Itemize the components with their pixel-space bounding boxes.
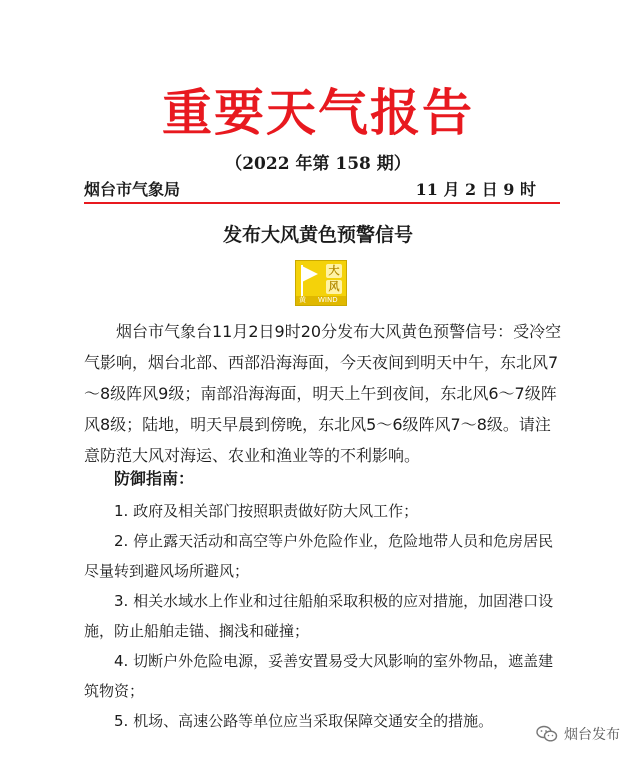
guidance-list <box>84 496 562 736</box>
guidance-item-2: 2. 停止露天活动和高空等户外危险作业，危险地带人员和危房居民尽量转到避风场所避风； <box>84 532 554 580</box>
issue-number: （2022 年第 158 期） <box>225 154 411 174</box>
issue-date: 11 月 2 日 9 时 <box>415 180 536 199</box>
wind-yellow-signal-icon <box>295 260 347 306</box>
guidance-item-4: 4. 切断户外危险电源，妥善安置易受大风影响的室外物品，遮盖建筑物资； <box>84 652 554 700</box>
warning-paragraph: 烟台市气象台11月2日9时20分发布大风黄色预警信号：受冷空气影响，烟台北部、西部沿海海面，今天夜间到明天中午，东北风7～8级阵风9级；南部沿海海面，明天上午到夜间，东北风6～7级阵风8级；陆地，明天早晨到傍晚，东北风5～6级阵风7～8级。请注意防范大风对海运、农业和渔业等的不利影响。 <box>84 322 562 465</box>
signal-glyph-top: 大 <box>326 264 342 278</box>
issuer-name: 烟台市气象局 <box>84 180 181 199</box>
signal-glyph-bottom: 风 <box>326 280 342 294</box>
watermark-text: 烟台发布 <box>564 727 620 743</box>
guidance-item-1: 1. 政府及相关部门按照职责做好防大风工作； <box>114 502 419 520</box>
signal-strip-right: WIND <box>318 296 338 304</box>
signal-strip-left: 黄 <box>299 296 306 304</box>
report-title: 重要天气报告 <box>162 83 474 142</box>
warning-title: 发布大风黄色预警信号 <box>222 224 413 246</box>
warning-body <box>84 316 562 471</box>
guidance-item-5: 5. 机场、高速公路等单位应当采取保障交通安全的措施。 <box>114 712 494 730</box>
guidance-item-3: 3. 相关水域水上作业和过往船舶采取积极的应对措施，加固港口设施，防止船舶走锚、搁浅和碰撞； <box>84 592 554 640</box>
red-divider <box>84 202 560 204</box>
guidance-heading: 防御指南： <box>114 469 195 488</box>
signal-strip <box>296 296 346 305</box>
watermark <box>536 722 620 746</box>
wechat-icon <box>536 725 558 743</box>
